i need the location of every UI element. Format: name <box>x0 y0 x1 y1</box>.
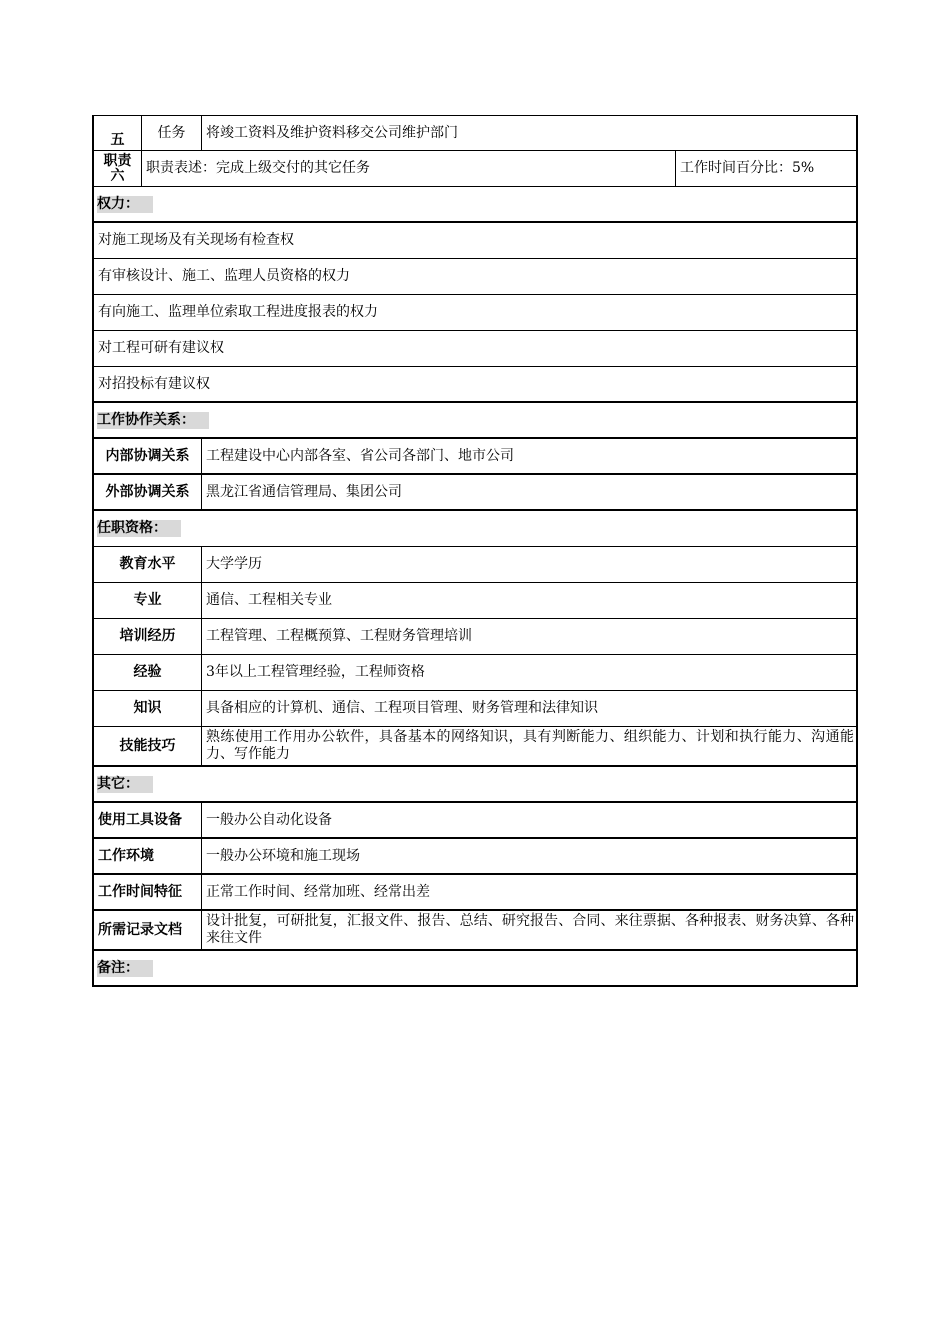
job-description-table <box>92 115 858 987</box>
remarks-title: 备注： <box>97 960 153 977</box>
authority-item-text: 对招投标有建议权 <box>98 375 210 392</box>
qualification-row <box>92 655 858 691</box>
external-coordination-value: 黑龙江省通信管理局、集团公司 <box>206 483 402 500</box>
qualification-value: 具备相应的计算机、通信、工程项目管理、财务管理和法律知识 <box>206 700 598 716</box>
duty-five-task-label: 任务 <box>142 116 202 150</box>
other-label: 使用工具设备 <box>94 803 202 837</box>
other-value: 一般办公环境和施工现场 <box>206 847 360 864</box>
duty-six-number <box>94 151 142 186</box>
duty-six-time-percent: 工作时间百分比：5% <box>680 160 815 176</box>
duty-six-label-bottom: 六 <box>110 167 125 184</box>
authority-item-text: 有向施工、监理单位索取工程进度报表的权力 <box>98 304 378 320</box>
duty-five-number-text: 五 <box>110 132 125 148</box>
internal-coordination-value: 工程建设中心内部各室、省公司各部门、地市公司 <box>206 447 514 464</box>
other-row <box>92 839 858 875</box>
qualification-value: 熟练使用工作用办公软件，具备基本的网络知识，具有判断能力、组织能力、计划和执行能力、沟通能力、写作能力 <box>206 729 854 762</box>
other-section-header <box>92 767 858 803</box>
authority-item <box>92 295 858 331</box>
other-value: 正常工作时间、经常加班、经常出差 <box>206 883 430 900</box>
other-title: 其它： <box>97 776 153 793</box>
internal-coordination-label: 内部协调关系 <box>94 439 202 473</box>
qualification-row <box>92 619 858 655</box>
qualifications-section-header <box>92 511 858 547</box>
authority-item-text: 对工程可研有建议权 <box>98 340 224 356</box>
qualification-value: 通信、工程相关专业 <box>206 592 332 608</box>
duty-six-row <box>92 151 858 187</box>
qualification-row <box>92 583 858 619</box>
qualification-row <box>92 691 858 727</box>
cooperation-row-external <box>92 475 858 511</box>
authority-item <box>92 223 858 259</box>
qualification-label: 知识 <box>94 691 202 726</box>
qualification-value: 3年以上工程管理经验，工程师资格 <box>206 664 425 680</box>
cooperation-row-internal <box>92 439 858 475</box>
qualification-label: 专业 <box>94 583 202 618</box>
authority-item-text: 有审核设计、施工、监理人员资格的权力 <box>98 268 350 284</box>
qualification-label: 教育水平 <box>94 547 202 582</box>
authority-title: 权力： <box>97 196 153 213</box>
other-value: 设计批复，可研批复，汇报文件、报告、总结、研究报告、合同、来往票据、各种报表、财务决算、各种来往文件 <box>206 913 854 946</box>
qualification-row <box>92 547 858 583</box>
other-row <box>92 875 858 911</box>
other-row <box>92 803 858 839</box>
qualification-row <box>92 727 858 767</box>
qualifications-title: 任职资格： <box>97 520 181 537</box>
qualification-label: 培训经历 <box>94 619 202 654</box>
external-coordination-label: 外部协调关系 <box>94 475 202 509</box>
qualification-value: 大学学历 <box>206 556 262 572</box>
duty-five-number <box>94 116 142 150</box>
other-label: 所需记录文档 <box>94 911 202 949</box>
duty-five-task-text: 将竣工资料及维护资料移交公司维护部门 <box>206 124 458 141</box>
authority-item <box>92 331 858 367</box>
cooperation-section-header <box>92 403 858 439</box>
other-row <box>92 911 858 951</box>
qualification-label: 技能技巧 <box>94 727 202 765</box>
other-label: 工作时间特征 <box>94 875 202 909</box>
duty-six-label-top: 职责 <box>103 152 132 169</box>
authority-section-header <box>92 187 858 223</box>
cooperation-title: 工作协作关系： <box>97 412 209 429</box>
authority-item-text: 对施工现场及有关现场有检查权 <box>98 232 294 248</box>
qualification-value: 工程管理、工程概预算、工程财务管理培训 <box>206 628 472 644</box>
other-label: 工作环境 <box>94 839 202 873</box>
authority-item <box>92 259 858 295</box>
duty-six-description: 职责表述：完成上级交付的其它任务 <box>142 151 676 186</box>
qualification-label: 经验 <box>94 655 202 690</box>
authority-item <box>92 367 858 403</box>
duty-five-row <box>92 115 858 151</box>
other-value: 一般办公自动化设备 <box>206 811 332 828</box>
remarks-section-header <box>92 951 858 987</box>
